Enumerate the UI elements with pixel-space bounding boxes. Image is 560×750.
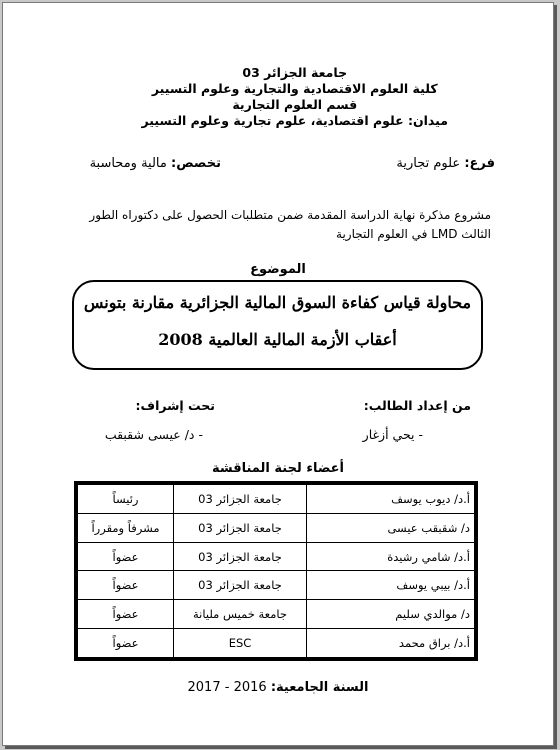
supervisor-label: تحت إشراف: xyxy=(135,398,215,413)
specialty-line xyxy=(90,156,221,171)
table-row xyxy=(78,542,475,571)
member-university: جامعة خميس مليانة xyxy=(174,600,307,629)
intro-line-2: الثالث LMD في العلوم التجارية xyxy=(336,227,491,241)
committee-table xyxy=(74,481,478,661)
member-role: عضواً xyxy=(78,600,174,629)
member-role: عضواً xyxy=(78,629,174,658)
specialty-label: تخصص: xyxy=(171,156,221,171)
student-name: - يحي أزغار xyxy=(362,427,423,442)
institution-header xyxy=(142,65,448,129)
table-row xyxy=(78,485,475,514)
member-name: أ.د/ بيبي يوسف xyxy=(307,571,475,600)
supervisor-name: - د/ عيسى شقبقب xyxy=(104,427,203,442)
specialty-value: مالية ومحاسبة xyxy=(89,156,167,171)
subject-line-2: أعقاب الأزمة المالية العالمية 2008 xyxy=(158,330,397,349)
member-name: أ.د/ شامي رشيدة xyxy=(307,542,475,571)
member-role: عضواً xyxy=(78,542,174,571)
member-university: جامعة الجزائر 03 xyxy=(174,485,307,514)
member-university: جامعة الجزائر 03 xyxy=(174,542,307,571)
member-role: عضواً xyxy=(78,571,174,600)
subject-line-1: محاولة قياس كفاءة السوق المالية الجزائرية مقارنة بتونس xyxy=(83,293,472,312)
member-role: رئيساً xyxy=(78,485,174,514)
branch-value: علوم تجارية xyxy=(396,156,461,171)
subject-box xyxy=(72,280,483,370)
field-name: ميدان: علوم اقتصادية، علوم تجارية وعلوم التسيير xyxy=(141,113,448,128)
branch-label: فرع: xyxy=(464,156,495,171)
member-name: د/ موالدي سليم xyxy=(307,600,475,629)
intro-line-1: مشروع مذكرة نهاية الدراسة المقدمة ضمن متطلبات الحصول على دكتوراه الطور xyxy=(89,208,491,222)
department-name: قسم العلوم التجارية xyxy=(232,97,358,112)
subject-label: الموضوع xyxy=(250,262,306,277)
faculty-name: كلية العلوم الاقتصادية والتجارية وعلوم التسيير xyxy=(151,81,438,96)
member-role: مشرفاً ومقرراً xyxy=(78,513,174,542)
member-university: جامعة الجزائر 03 xyxy=(174,571,307,600)
table-row xyxy=(78,571,475,600)
member-university: ESC xyxy=(174,629,307,658)
document-page xyxy=(2,2,554,746)
academic-year-value: 2016 - 2017 xyxy=(187,680,267,695)
member-name: أ.د/ براق محمد xyxy=(307,629,475,658)
intro-paragraph xyxy=(89,206,491,244)
table-row xyxy=(78,629,475,658)
member-name: أ.د/ ديوب يوسف xyxy=(307,485,475,514)
table-row xyxy=(78,600,475,629)
academic-year-label: السنة الجامعية: xyxy=(270,680,369,695)
committee-title: أعضاء لجنة المناقشة xyxy=(211,461,345,476)
table-row xyxy=(78,513,475,542)
member-name: د/ شقبقب عيسى xyxy=(307,513,475,542)
university-name: جامعة الجزائر 03 xyxy=(242,65,348,80)
branch-line xyxy=(396,156,495,171)
member-university: جامعة الجزائر 03 xyxy=(174,513,307,542)
academic-year xyxy=(3,680,553,695)
student-label: من إعداد الطالب: xyxy=(363,398,471,413)
